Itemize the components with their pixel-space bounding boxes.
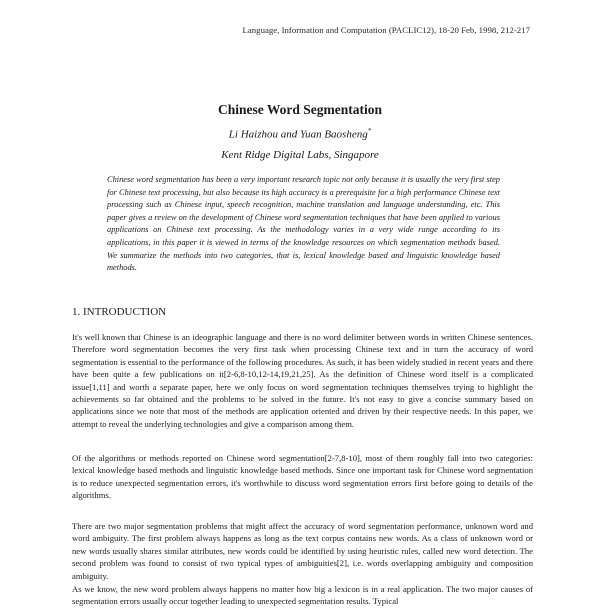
author-affiliation: Kent Ridge Digital Labs, Singapore — [221, 149, 379, 161]
author-names: Li Haizhou and Yuan Baosheng — [228, 128, 368, 141]
paper-title: Chinese Word Segmentation — [217, 102, 382, 118]
body-paragraph: It's well known that Chinese is an ideographic language and there is no word delimiter between words in written Chinese sentences. Therefore word segmentation becomes the very first task when processing Chinese text and in turn the accuracy of word segmentation is essential to the performance of the following procedures. As such, it has been widely studied in recent years and there have been quite a few publications on it[2-6,8-10,12-14,19,21,25]. As the definition of Chinese word itself is a complicated issue[1,11] and worth a separate paper, here we only focus on word segmentation techniques themselves trying to highlight the achievements so far obtained and the problems to be solved in the future. It's not easy to give a concise summary based on applications since we note that most of the methods are application oriented and driven by their respective needs. In this paper, we attempt to reveal the underlying technologies and give a comparison among them. — [72, 332, 533, 429]
abstract: Chinese word segmentation has been a very important research topic not only because it is usually the very first step for Chinese text processing, but also because its high accuracy is a prerequisite for a high performance Chinese text processing such as Chinese input, speech recognition, machine translation and language understanding, etc. This paper gives a review on the development of Chinese word segmentation techniques that have been applied to various applications on Chinese text processing. As the methodology varies in a very wide range according to its applications, in this paper it is viewed in terms of the knowledge resources on which segmentation methods based. We summarize the methods into two categories, that is, lexical knowledge based and linguistic knowledge based methods. — [107, 175, 500, 273]
body-paragraph: Of the algorithms or methods reported on Chinese word segmentation[2-7,8-10], most of them roughly fall into two categories: lexical knowledge based methods and linguistic knowledge based methods. Since one important task for Chinese word segmentation is to reduce unexpected segmentation errors, it's worthwhile to discuss word segmentation errors first before going to details of the algorithms. — [72, 453, 533, 501]
running-header: Language, Information and Computation (PACLIC12), 18-20 Feb, 1998, 212-217 — [242, 25, 530, 35]
section-heading-introduction: 1. INTRODUCTION — [72, 306, 167, 318]
author-footnote-mark: * — [367, 127, 372, 135]
body-paragraph: There are two major segmentation problems that might affect the accuracy of word segmentation performance, unknown word and word ambiguity. The first problem always happens as long as the text corpus contains new words. As a class of unknown word or new words usually shares similar attributes, new words could be identified by using heuristic rules, called new word detection. The second problem was found to consist of two typical types of ambiguities[2], i.e. words overlapping ambiguity and composition ambiguity. — [72, 521, 533, 581]
body-paragraph: As we know, the new word problem always happens no matter how big a lexicon is in a real application. The two major causes of segmentation errors usually occur together leading to unexpected segmentation results. Typical — [72, 584, 533, 607]
paper-authors — [0, 127, 600, 141]
